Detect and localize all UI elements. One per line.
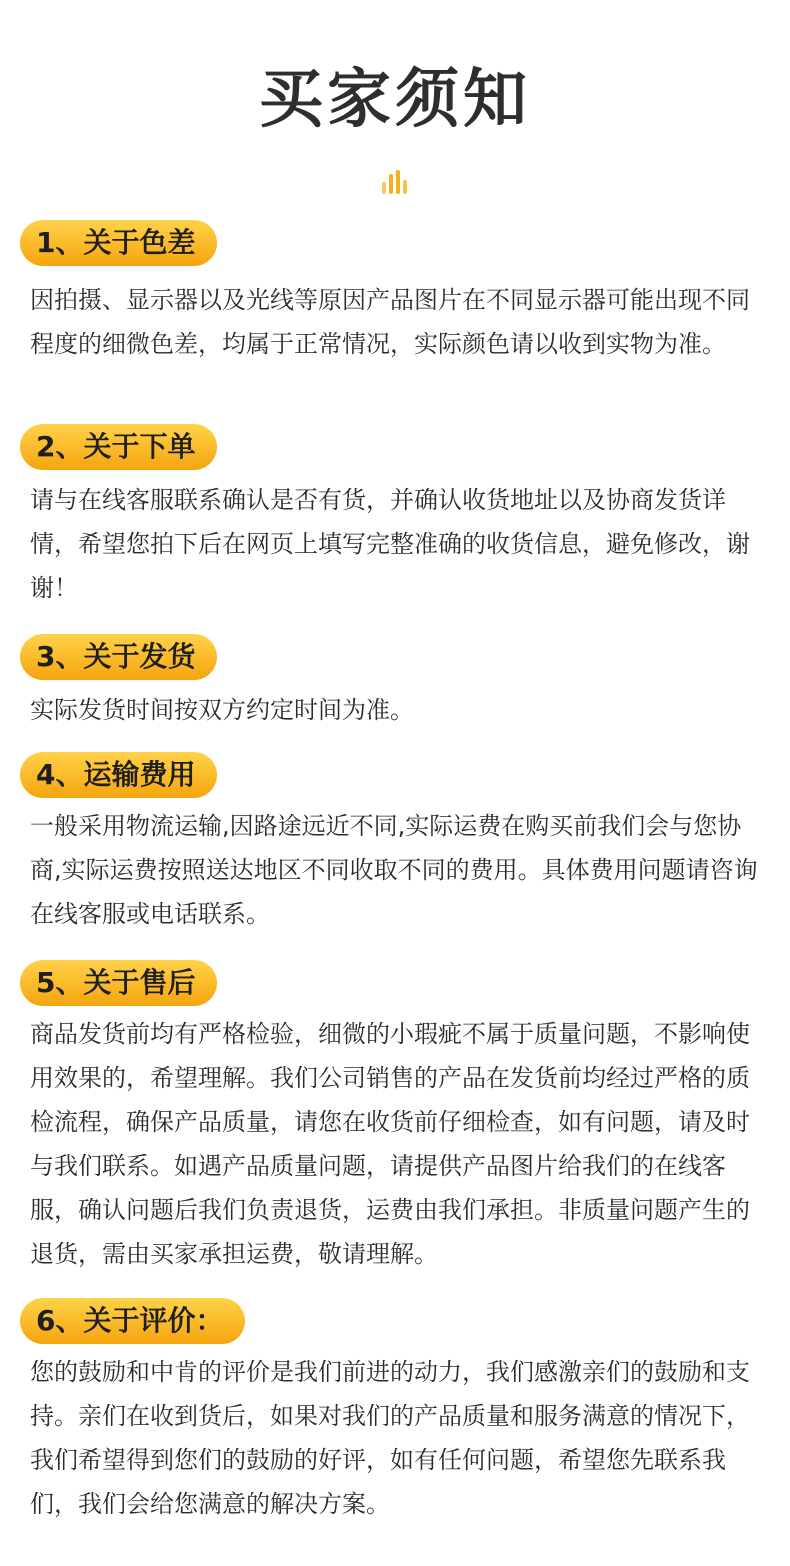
section-body-reviews: 您的鼓励和中肯的评价是我们前进的动力，我们感激亲们的鼓励和支持。亲们在收到货后，如果对我们的产品质量和服务满意的情况下，我们希望得到您们的鼓励的好评，如有任何问题，希望您先联系我们，我们会给您满意的解决方案。: [30, 1358, 750, 1518]
section-body-after-sales: 商品发货前均有严格检验，细微的小瑕疵不属于质量问题，不影响使用效果的，希望理解。我们公司销售的产品在发货前均经过严格的质检流程，确保产品质量，请您在收货前仔细检查，如有问题，请及时与我们联系。如遇产品质量问题，请提供产品图片给我们的在线客服，确认问题后我们负责退货，运费由我们承担。非质量问题产生的退货，需由买家承担运费，敬请理解。: [30, 1020, 750, 1268]
section-body-shipping: 实际发货时间按双方约定时间为准。: [30, 696, 414, 724]
section-heading-shipping: 3、关于发货: [20, 634, 217, 680]
section-heading-ordering: 2、关于下单: [20, 424, 217, 470]
section-body-freight: 一般采用物流运输,因路途远近不同,实际运费在购买前我们会与您协商,实际运费按照送达地区不同收取不同的费用。具体费用问题请咨询在线客服或电话联系。: [30, 812, 758, 928]
sound-wave-icon: [380, 170, 410, 194]
page-title: 买家须知: [259, 63, 531, 137]
section-body-ordering: 请与在线客服联系确认是否有货，并确认收货地址以及协商发货详情，希望您拍下后在网页上填写完整准确的收货信息，避免修改，谢谢！: [30, 486, 750, 602]
section-body-color-difference: 因拍摄、显示器以及光线等原因产品图片在不同显示器可能出现不同程度的细微色差，均属于正常情况，实际颜色请以收到实物为准。: [30, 286, 750, 358]
section-heading-freight: 4、运输费用: [20, 752, 217, 798]
section-heading-color-difference: 1、关于色差: [20, 220, 217, 266]
section-heading-reviews: 6、关于评价：: [20, 1298, 245, 1344]
section-heading-after-sales: 5、关于售后: [20, 960, 217, 1006]
